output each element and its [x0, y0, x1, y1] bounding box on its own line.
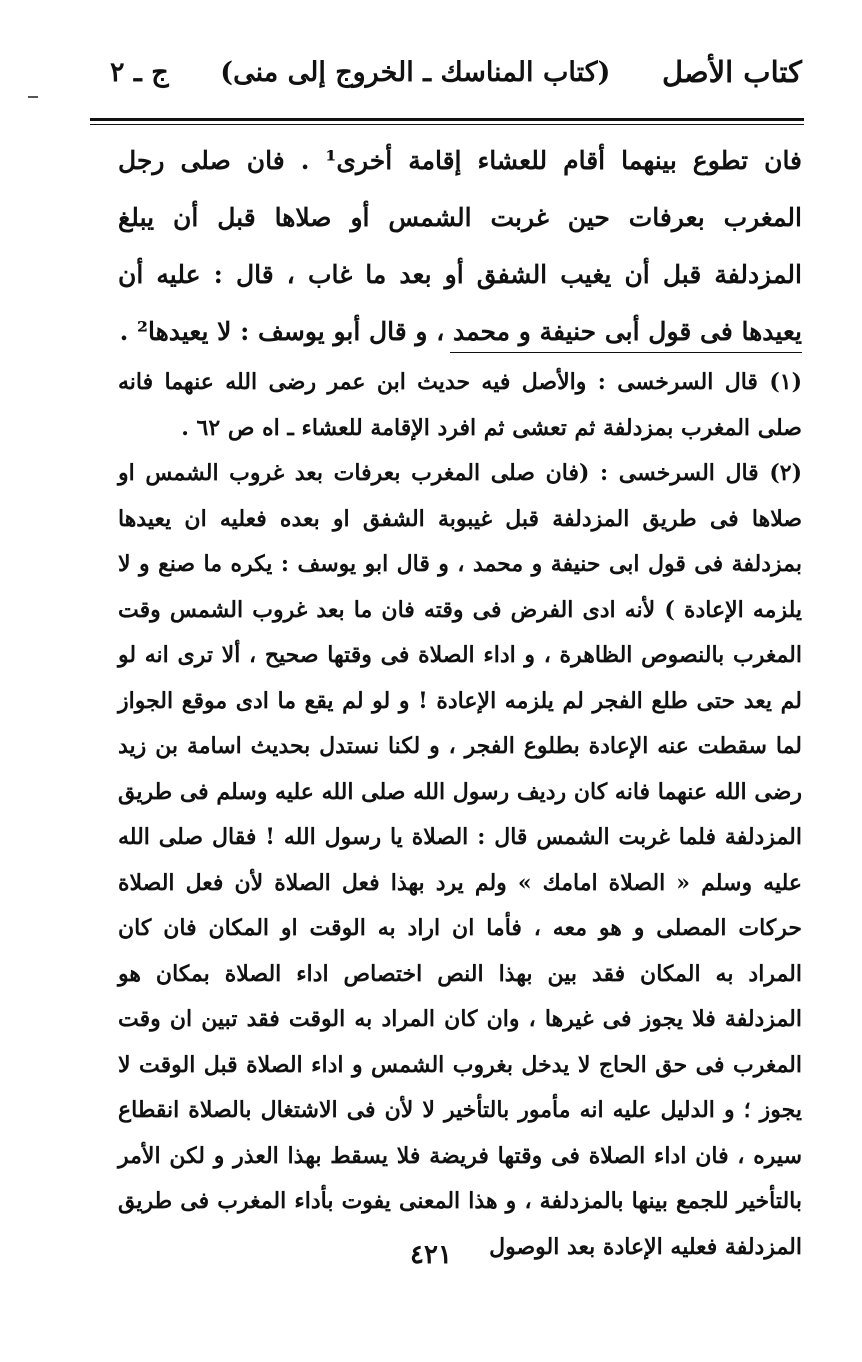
footnote-number: (١) [769, 369, 802, 395]
footnote-separator [450, 352, 802, 353]
footnote-1 [118, 360, 802, 451]
section-title: (كتاب المناسك ـ الخروج إلى منى) [220, 56, 611, 88]
main-paragraph: فان تطوع بينهما أقام للعشاء إقامة أخرى¹ . فان صلى رجل المغرب بعرفات حين غربت الشمس أو صلاها قبل أن يبلغ المزدلفة قبل أن يغيب الشفق أو بعد ما غاب ، قال : عليه أن يعيدها فى قول أبى حنيفة و محمد ، و قال أبو يوسف : لا يعيدها² . [118, 146, 803, 346]
volume-label: ج ـ ٢ [110, 56, 169, 88]
main-text [118, 132, 802, 360]
page-number: ٤٢١ [410, 1240, 452, 1270]
header-rule-thick [90, 118, 804, 121]
header-rule-thin [90, 124, 804, 125]
footnote-number: (٢) [769, 460, 802, 486]
margin-mark [28, 96, 38, 98]
running-header [110, 42, 802, 102]
footnotes [118, 360, 802, 1270]
footnote-2 [118, 451, 802, 1270]
footnote-text: قال السرخسى : والأصل فيه حديث ابن عمر رضى الله عنهما فانه صلى المغرب بمزدلفة ثم تعشى ثم افرد الإقامة للعشاء ـ اه ص ٦٢ . [118, 369, 802, 441]
footnote-text: قال السرخسى : (فان صلى المغرب بعرفات بعد غروب الشمس او صلاها فى طريق المزدلفة قبل غيبوبة الشفق او بعده فعليه ان يعيدها بمزدلفة فى قول ابى حنيفة و محمد ، و قال ابو يوسف : يكره ما صنع و لا يلزمه الإعادة ) لأنه ادى الفرض فى وقته فان ما بعد غروب الشمس وقت المغرب بالنصوص الظاهرة ، و اداء الصلاة فى وقتها صحيح ، ألا ترى انه لو لم يعد حتى طلع الفجر لم يلزمه الإعادة ! و لو لم يقع ما ادى موقع الجواز لما سقطت عنه الإعادة بطلوع الفجر ، و لكنا نستدل بحديث اسامة بن زيد رضى الله عنهما فانه كان رديف رسول الله صلى الله عليه وسلم فى طريق المزدلفة فلما غربت الشمس قال : الصلاة يا رسول الله ! فقال صلى الله عليه وسلم « الصلاة امامك » ولم يرد بهذا فعل الصلاة لأن فعل الصلاة حركات المصلى و هو معه ، فأما ان اراد به الوقت او المكان فان كان المراد به المكان فقد بين بهذا النص اختصاص اداء الصلاة بمكان هو المزدلفة فلا يجوز فى غيرها ، وان كان المراد به الوقت فقد تبين ان وقت المغرب فى حق الحاج لا يدخل بغروب الشمس و اداء الصلاة قبل الوقت لا يجوز ؛ و الدليل عليه انه مأمور بالتأخير لا لأن فى الاشتغال بالصلاة انقطاع سيره ، فان اداء الصلاة فى وقتها فريضة فلا يسقط بهذا العذر و لكن الأمر بالتأخير للجمع بينها بالمزدلفة ، و هذا المعنى يفوت بأداء المغرب فى طريق المزدلفة فعليه الإعادة بعد الوصول [118, 460, 802, 1260]
book-title: كتاب الأصل [662, 55, 802, 89]
